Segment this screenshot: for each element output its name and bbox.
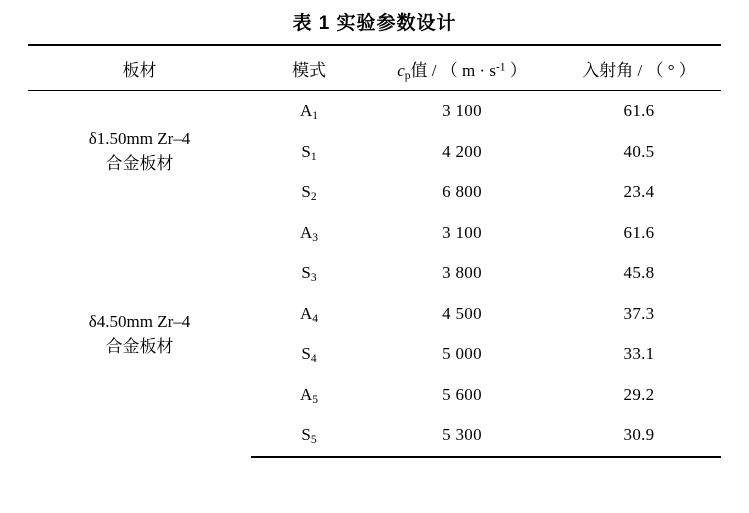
mode-cell [251, 415, 367, 457]
angle-value-cell: 23.4 [623, 182, 655, 202]
column-header-material: 板材 [28, 45, 251, 91]
material-line-2: 合金板材 [105, 336, 174, 356]
experiment-parameters-table [28, 44, 721, 458]
mode-cell [251, 213, 367, 254]
mode-cell [251, 253, 367, 294]
cp-value-cell: 3 100 [442, 101, 482, 121]
cp-unit-tail: ） [505, 60, 527, 80]
mode-symbol: A [299, 222, 313, 242]
cp-unit-text: 值 / （ m · s [410, 60, 496, 80]
angle-value-cell: 37.3 [623, 303, 655, 323]
table-row [28, 91, 721, 132]
mode-cell [251, 294, 367, 335]
cp-value-cell: 5 600 [442, 384, 482, 404]
mode-symbol: A [299, 384, 313, 404]
mode-symbol: S [301, 182, 311, 202]
cp-value-cell: 4 500 [442, 303, 482, 323]
mode-symbol: A [299, 303, 313, 323]
table-header [28, 45, 721, 91]
mode-subscript: 3 [312, 231, 319, 244]
angle-value-cell: 40.5 [623, 141, 655, 161]
table-body [28, 91, 721, 457]
mode-cell [251, 334, 367, 375]
cp-symbol: c [397, 60, 405, 80]
mode-subscript: 2 [310, 191, 317, 204]
angle-value-cell: 29.2 [623, 384, 655, 404]
material-line-1: δ1.50mm Zr–4 [88, 129, 191, 149]
cp-value-cell: 5 300 [367, 415, 557, 457]
angle-value-cell: 30.9 [557, 415, 721, 457]
cp-value-cell: 5 000 [442, 344, 482, 364]
angle-value-cell: 61.6 [623, 101, 655, 121]
material-group-cell [28, 91, 251, 213]
angle-value-cell: 45.8 [623, 263, 655, 283]
angle-value-cell: 61.6 [623, 222, 655, 242]
table-row [28, 213, 721, 254]
cp-value-cell: 6 800 [442, 182, 482, 202]
mode-subscript: 5 [312, 393, 319, 406]
cp-value-cell: 4 200 [442, 141, 482, 161]
mode-cell [251, 172, 367, 213]
mode-symbol: S [301, 425, 311, 445]
mode-subscript: 3 [310, 272, 317, 285]
cp-value-cell: 3 100 [442, 222, 482, 242]
mode-subscript: 1 [310, 150, 317, 163]
mode-symbol: S [301, 263, 311, 283]
cp-value-cell: 3 800 [442, 263, 482, 283]
material-group-cell [28, 213, 251, 457]
mode-subscript: 1 [312, 110, 319, 123]
mode-cell [251, 375, 367, 416]
mode-subscript: 4 [312, 312, 319, 325]
mode-subscript: 5 [310, 434, 317, 447]
column-header-incident-angle: 入射角 / （ ° ） [557, 45, 721, 91]
angle-value-cell: 33.1 [623, 344, 655, 364]
cp-subscript: p [404, 69, 411, 82]
mode-symbol: S [301, 141, 311, 161]
table-caption: 表 1 实验参数设计 [292, 13, 457, 34]
mode-subscript: 4 [310, 353, 317, 366]
material-line-1: δ4.50mm Zr–4 [88, 311, 191, 331]
mode-symbol: A [299, 101, 313, 121]
column-header-cp [367, 45, 557, 91]
column-header-mode: 模式 [251, 45, 367, 91]
mode-cell [251, 132, 367, 173]
mode-cell [251, 91, 367, 132]
material-line-2: 合金板材 [105, 153, 174, 173]
cp-unit-exponent: -1 [495, 60, 506, 73]
mode-symbol: S [301, 344, 311, 364]
